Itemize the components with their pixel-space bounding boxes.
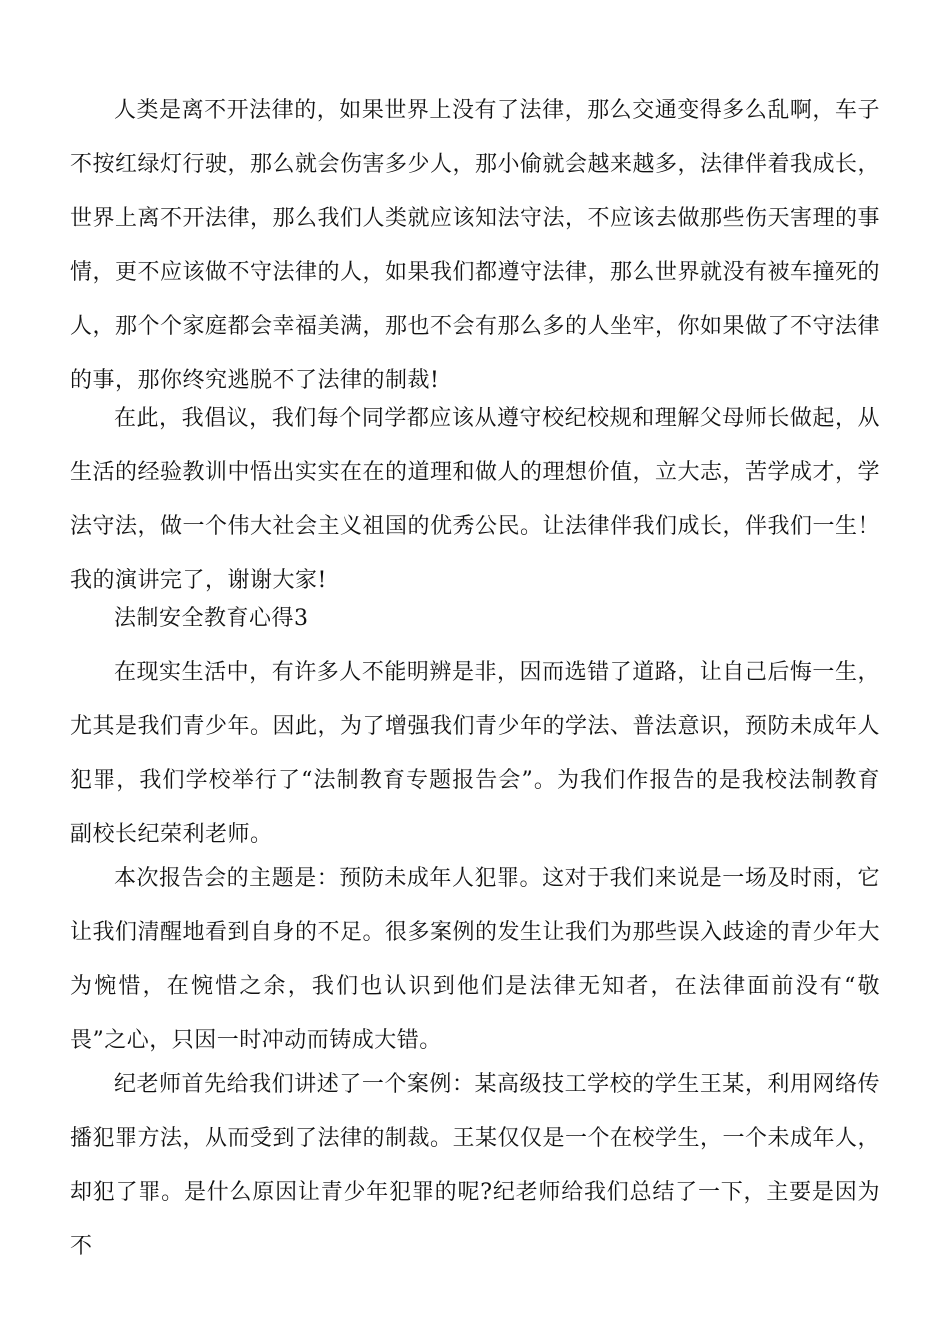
paragraph-report-theme: 本次报告会的主题是：预防未成年人犯罪。这对于我们来说是一场及时雨，它让我们清醒地看到自身的不足。很多案例的发生让我们为那些误入歧途的青少年大为惋惜，在惋惜之余，我们也认识到他们是法律无知者，在法律面前没有“敬畏”之心，只因一时冲动而铸成大错。 xyxy=(70,866,881,1053)
section-heading: 法制安全教育心得3 xyxy=(114,606,309,631)
paragraph-case: 纪老师首先给我们讲述了一个案例：某高级技工学校的学生王某，利用网络传播犯罪方法，从而受到了法律的制裁。王某仅仅是一个在校学生，一个未成年人，却犯了罪。是什么原因让青少年犯罪的呢?纪老师给我们总结了一下，主要是因为不 xyxy=(70,1072,881,1259)
paragraph-law-importance: 人类是离不开法律的，如果世界上没有了法律，那么交通变得多么乱啊，车子不按红绿灯行驶，那么就会伤害多少人，那小偷就会越来越多，法律伴着我成长，世界上离不开法律，那么我们人类就应该知法守法，不应该去做那些伤天害理的事情，更不应该做不守法律的人，如果我们都遵守法律，那么世界就没有被车撞死的人，那个个家庭都会幸福美满，那也不会有那么多的人坐牢，你如果做了不守法律的事，那你终究逃脱不了法律的制裁! xyxy=(70,98,881,393)
paragraph-reality: 在现实生活中，有许多人不能明辨是非，因而选错了道路，让自己后悔一生，尤其是我们青少年。因此，为了增强我们青少年的学法、普法意识，预防未成年人犯罪，我们学校举行了“法制教育专题报告会”。为我们作报告的是我校法制教育副校长纪荣利老师。 xyxy=(70,660,881,847)
paragraph-initiative: 在此，我倡议，我们每个同学都应该从遵守校纪校规和理解父母师长做起，从生活的经验教训中悟出实实在在的道理和做人的理想价值，立大志，苦学成才，学法守法，做一个伟大社会主义祖国的优秀公民。让法律伴我们成长，伴我们一生！我的演讲完了，谢谢大家! xyxy=(70,406,881,593)
